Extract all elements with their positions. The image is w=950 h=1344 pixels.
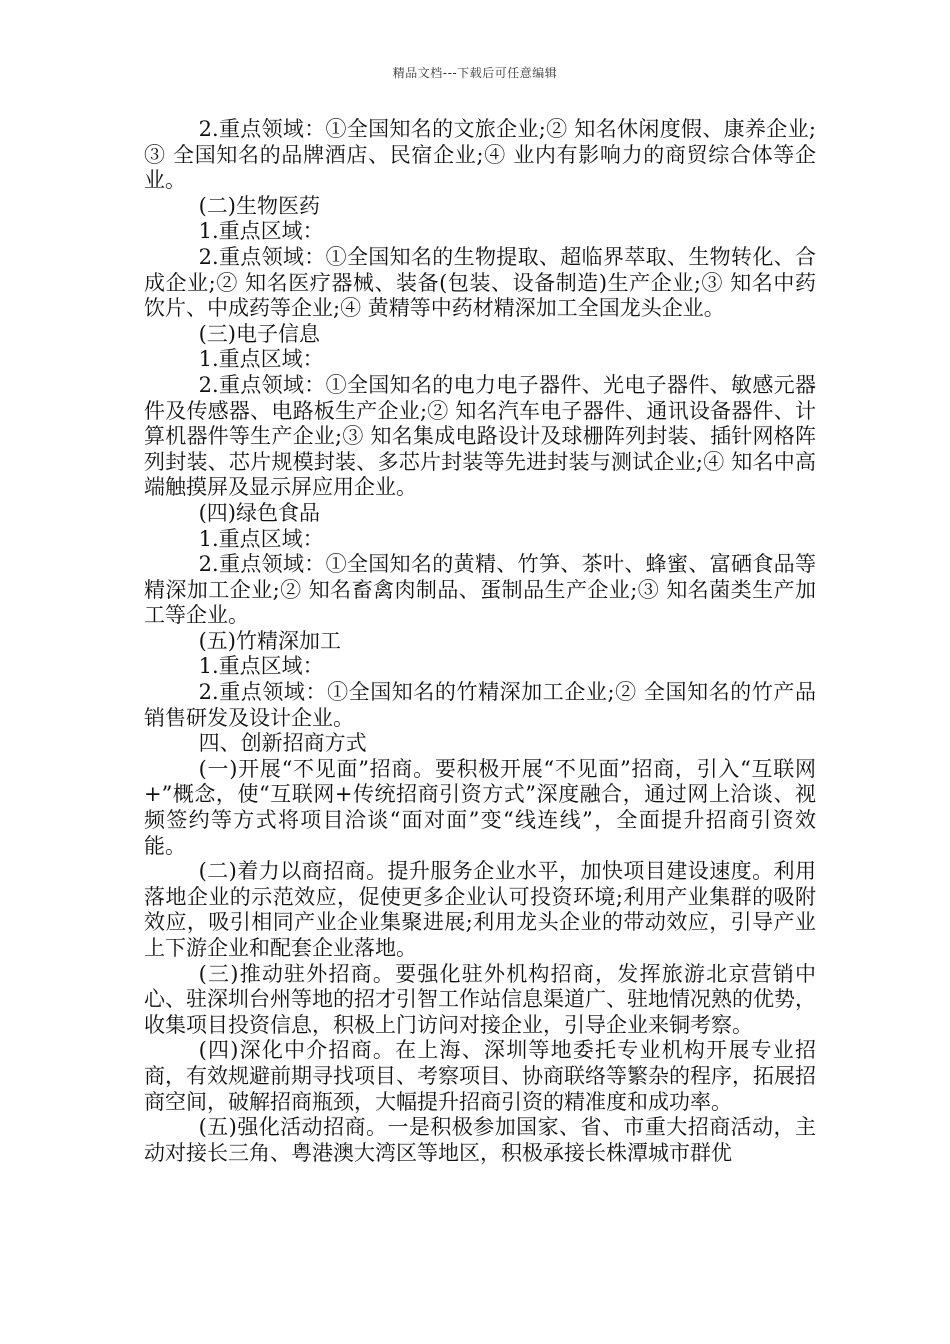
document-body — [144, 117, 816, 1166]
paragraph: 1.重点区域： — [198, 654, 324, 679]
section-heading: (五)竹精深加工 — [198, 628, 341, 653]
page-header: 精品文档---下载后可任意编辑 — [392, 66, 558, 80]
paragraph: 1.重点区域： — [198, 347, 324, 372]
paragraph: 2.重点领域：①全国知名的电力电子器件、光电子器件、敏感元器件及传感器、电路板生产企业;② 知名汽车电子器件、通讯设备器件、计算机器件等生产企业;③ 知名集成电路设计及球栅阵列封装、插针网格阵列封装、芯片规模封装、多芯片封装等先进封装与测试企业;④ 知名中高端触摸屏及显示屏应用企业。 — [144, 372, 816, 500]
paragraph: (三)推动驻外招商。要强化驻外机构招商，发挥旅游北京营销中心、驻深圳台州等地的招才引智工作站信息渠道广、驻地情况熟的优势，收集项目投资信息，积极上门访问对接企业，引导企业来铜考察。 — [144, 961, 816, 1037]
section-heading: (三)电子信息 — [198, 321, 320, 346]
paragraph: (四)深化中介招商。在上海、深圳等地委托专业机构开展专业招商，有效规避前期寻找项目、考察项目、协商联络等繁杂的程序，拓展招商空间，破解招商瓶颈，大幅提升招商引资的精准度和成功率。 — [144, 1038, 816, 1114]
paragraph: (二)着力以商招商。提升服务企业水平，加快项目建设速度。利用落地企业的示范效应，促使更多企业认可投资环境;利用产业集群的吸附效应，吸引相同产业企业集聚进展;利用龙头企业的带动效应，引导产业上下游企业和配套企业落地。 — [144, 859, 816, 960]
paragraph: 2.重点领域：①全国知名的生物提取、超临界萃取、生物转化、合成企业;② 知名医疗器械、装备(包装、设备制造)生产企业;③ 知名中药饮片、中成药等企业;④ 黄精等中药材精深加工全国龙头企业。 — [144, 244, 816, 321]
paragraph: 2.重点领域：①全国知名的竹精深加工企业;② 全国知名的竹产品销售研发及设计企业。 — [144, 680, 816, 730]
paragraph: 2.重点领域：①全国知名的黄精、竹笋、茶叶、蜂蜜、富硒食品等精深加工企业;② 知名畜禽肉制品、蛋制品生产企业;③ 知名菌类生产加工等企业。 — [144, 552, 816, 628]
paragraph: 1.重点区域： — [198, 526, 324, 551]
paragraph: (五)强化活动招商。一是积极参加国家、省、市重大招商活动，主动对接长三角、粤港澳大湾区等地区，积极承接长株潭城市群优 — [144, 1115, 816, 1165]
paragraph: 1.重点区域： — [198, 219, 324, 244]
section-heading: (二)生物医药 — [198, 193, 320, 218]
section-heading: 四、创新招商方式 — [198, 731, 367, 756]
paragraph: 2.重点领域：①全国知名的文旅企业;② 知名休闲度假、康养企业;③ 全国知名的品牌酒店、民宿企业;④ 业内有影响力的商贸综合体等企业。 — [144, 117, 816, 193]
paragraph: (一)开展“不见面”招商。要积极开展“不见面”招商，引入“互联网+”概念，使“互联网+传统招商引资方式”深度融合，通过网上洽谈、视频签约等方式将项目洽谈“面对面”变“线连线”，全面提升招商引资效能。 — [144, 756, 816, 858]
section-heading: (四)绿色食品 — [198, 500, 320, 525]
